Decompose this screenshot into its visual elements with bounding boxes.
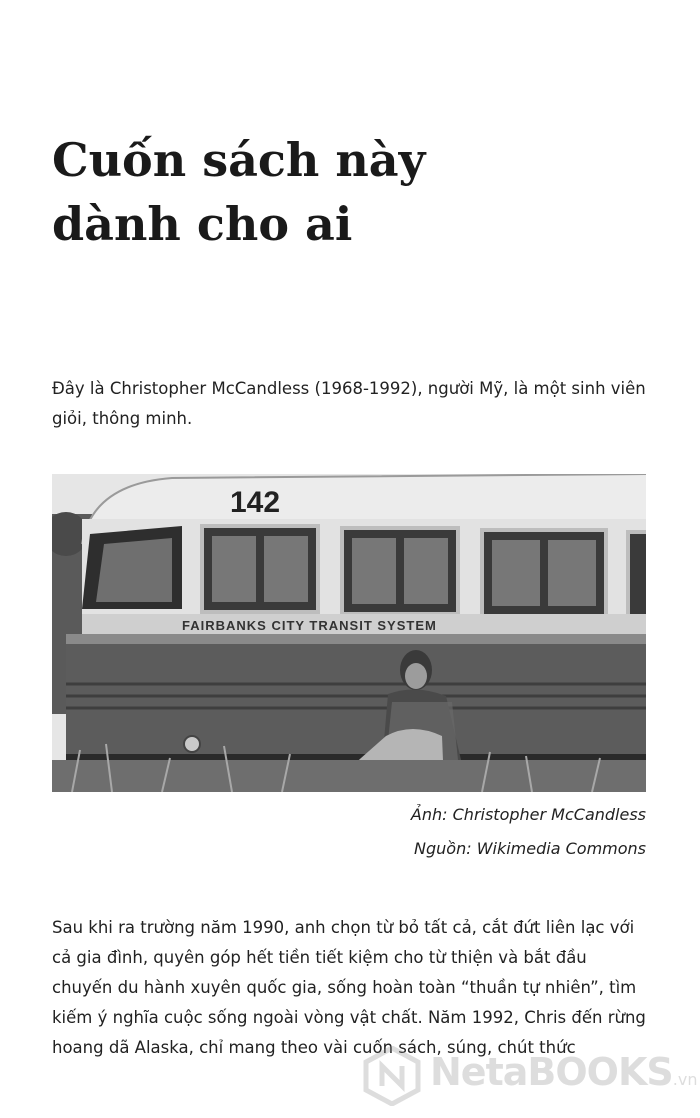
netabooks-logo-icon xyxy=(362,1046,422,1106)
watermark-brand: NetaBOOKS xyxy=(430,1050,673,1094)
intro-paragraph: Đây là Christopher McCandless (1968-1992), người Mỹ, là một sinh viên giỏi, thông minh. xyxy=(52,379,646,428)
bus-number: 142 xyxy=(230,486,281,519)
bus-photo xyxy=(52,474,646,792)
watermark-suffix: .vn xyxy=(672,1070,698,1089)
title-line-2: dành cho ai xyxy=(52,197,353,251)
page-title xyxy=(52,128,652,256)
photo-caption: Ảnh: Christopher McCandless xyxy=(410,805,646,824)
photo-source: Nguồn: Wikimedia Commons xyxy=(414,839,646,858)
title-line-1: Cuốn sách này xyxy=(52,133,426,187)
bus-photo-illustration xyxy=(52,474,646,792)
netabooks-watermark xyxy=(362,1044,698,1108)
body-paragraph: Sau khi ra trường năm 1990, anh chọn từ bỏ tất cả, cắt đứt liên lạc với cả gia đình, quyên góp hết tiền tiết kiệm cho từ thiện và bắt đầu chuyến du hành xuyên quốc gia, sống hoàn toàn “thuần tự nhiên”, tìm kiếm ý nghĩa cuộc sống ngoài vòng vật chất. Năm 1992, Chris đến rừng hoang dã Alaska, chỉ mang theo vài cuốn sách, súng, chút thức xyxy=(52,918,646,1057)
bus-sign: FAIRBANKS CITY TRANSIT SYSTEM xyxy=(182,618,437,633)
